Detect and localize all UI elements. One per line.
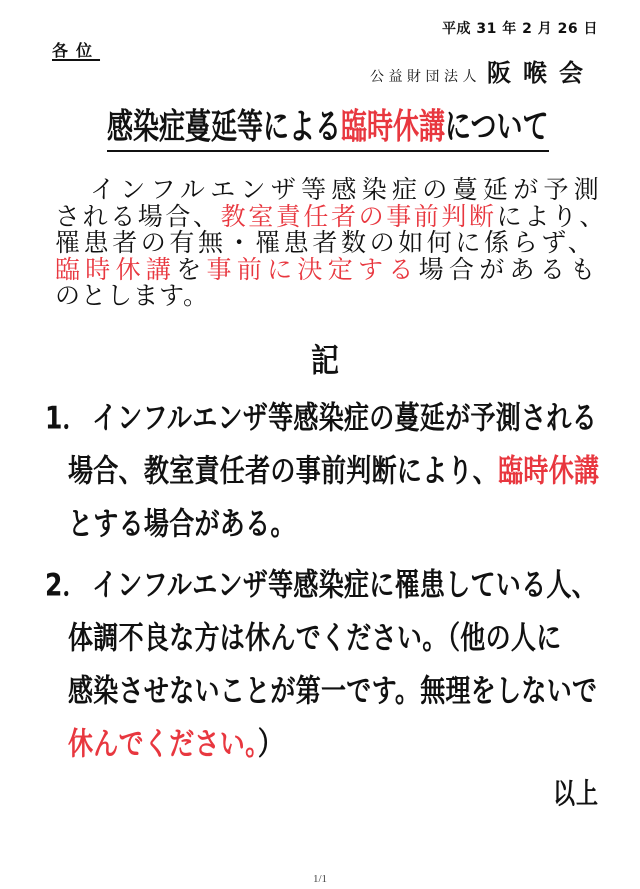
title-text: 感染症蔓延等による	[107, 107, 342, 148]
title-text-end: について	[445, 107, 549, 148]
notice-line-1	[55, 177, 607, 204]
notice-text: インフルエンザ等感染症の蔓延が予測	[90, 175, 605, 204]
notice-highlight: 事前に決定する	[206, 254, 419, 284]
item-number: 1．	[45, 399, 88, 436]
issue-date: 平成 31 年 2 月 26 日	[442, 21, 598, 37]
page-number: 1/1	[312, 873, 328, 885]
notice-line-3	[55, 230, 607, 257]
notice-line-5	[55, 283, 607, 310]
notice-line-2	[55, 201, 608, 231]
item-text: ）	[257, 725, 284, 762]
item-text: 体調不良な方は休んでください。（他の人に	[68, 619, 562, 656]
notice-highlight: 臨時休講	[55, 254, 177, 284]
item-line	[45, 505, 599, 542]
notice-text: される場合、	[55, 201, 221, 231]
item-line	[45, 399, 599, 436]
item-text: インフルエンザ等感染症に罹患している人、	[92, 566, 598, 603]
addressee: 各位	[52, 41, 101, 60]
item-text: インフルエンザ等感染症の蔓延が予測される	[92, 399, 598, 436]
item-highlight: 臨時休講	[498, 452, 600, 489]
item-line	[45, 619, 597, 656]
item-line	[45, 566, 598, 603]
notice-paragraph	[55, 177, 607, 310]
notice-text: により、	[496, 201, 608, 231]
notice-line-4	[55, 254, 607, 284]
closing-mark: 以上	[553, 778, 600, 811]
title-underline	[107, 150, 549, 152]
item-text: とする場合がある。	[68, 505, 296, 542]
list-item-2	[45, 566, 598, 781]
item-number: 2．	[45, 566, 88, 603]
notice-text: を	[176, 254, 207, 284]
item-line	[45, 725, 597, 762]
item-line	[45, 452, 600, 489]
item-highlight: 休んでください。	[68, 725, 258, 762]
notice-text: 場合があるも	[418, 254, 601, 284]
item-line	[45, 672, 598, 709]
sender	[370, 60, 595, 86]
item-text: 場合、教室責任者の事前判断により、	[68, 452, 499, 489]
sender-type: 公益財団法人	[370, 69, 481, 85]
title-highlight: 臨時休講	[341, 107, 446, 148]
ki-heading: 記	[311, 341, 340, 380]
sender-name: 阪喉会	[487, 59, 595, 87]
item-text: 感染させないことが第一です。無理をしないで	[68, 672, 598, 709]
notice-text: のとします。	[55, 281, 210, 311]
notice-text: 罹患者の有無・罹患者数の如何に係らず、	[55, 228, 597, 258]
list-item-1	[45, 399, 600, 561]
document-title	[107, 107, 549, 148]
notice-highlight: 教室責任者の事前判断	[220, 201, 497, 231]
